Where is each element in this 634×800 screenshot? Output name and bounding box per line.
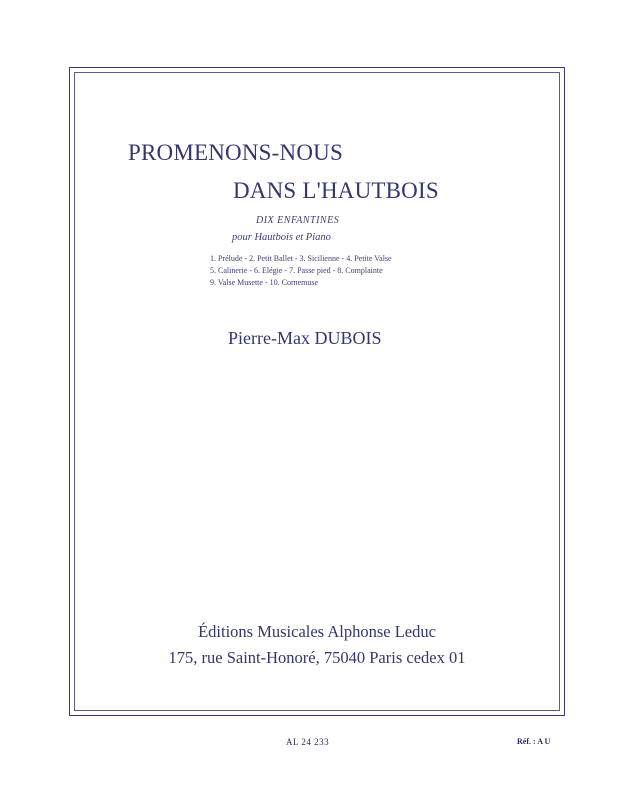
inner-frame-border	[74, 72, 560, 711]
title-line-1: PROMENONS-NOUS	[128, 140, 343, 165]
composer-name: Pierre-Max DUBOIS	[228, 328, 382, 348]
instrumentation: pour Hautbois et Piano	[232, 232, 331, 243]
catalog-number: AL 24 233	[286, 737, 330, 747]
publisher-name: Éditions Musicales Alphonse Leduc	[198, 622, 436, 641]
title-line-2: DANS L'HAUTBOIS	[233, 178, 439, 203]
subtitle: DIX ENFANTINES	[256, 215, 340, 226]
publisher-address: 175, rue Saint-Honoré, 75040 Paris cedex 01	[168, 648, 466, 667]
reference-code: Réf. : A U	[517, 737, 551, 746]
pieces-line: 1. Prélude - 2. Petit Ballet - 3. Sicilienne - 4. Petite Valse	[210, 254, 392, 263]
pieces-line: 5. Calinerie - 6. Elégie - 7. Passe pied - 8. Complainte	[210, 266, 383, 275]
pieces-line: 9. Valse Musette - 10. Cornemuse	[210, 278, 319, 287]
pieces-list	[210, 253, 392, 289]
